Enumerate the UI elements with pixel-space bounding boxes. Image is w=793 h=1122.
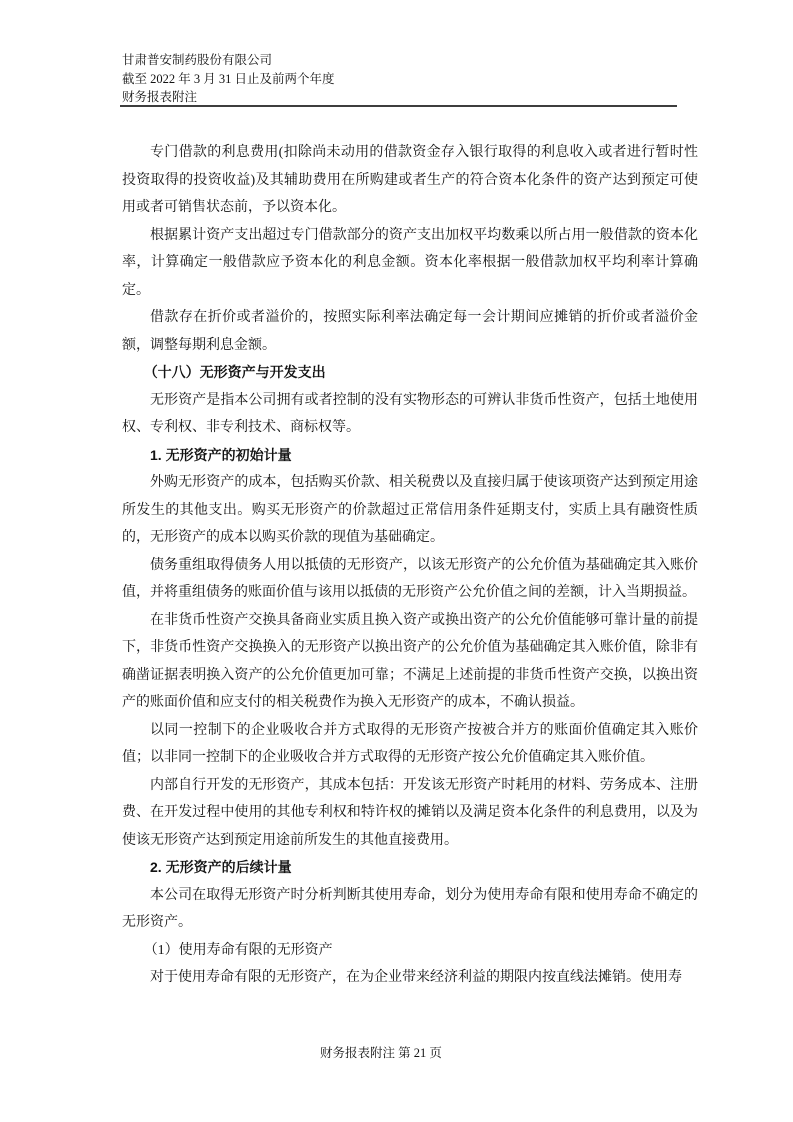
paragraph-useful-life-judgement: 本公司在取得无形资产时分析判断其使用寿命，划分为使用寿命有限和使用寿命不确定的无形资产。 (122, 887, 698, 930)
paragraph-straight-line-amortization: 对于使用寿命有限的无形资产，在为企业带来经济利益的期限内按直线法摊销。使用寿 (150, 970, 682, 985)
header-period-line: 截至 2022 年 3 月 31 日止及前两个年度 (122, 71, 335, 86)
page-footer (0, 1044, 762, 1062)
paragraph-nonmonetary-exchange: 在非货币性资产交换具备商业实质且换入资产或换出资产的公允价值能够可靠计量的前提下，非货币性资产交换换入的无形资产以换出资产的公允价值为基础确定其入账价值，除非有确凿证据表明换入资产的公允价值更加可靠；不满足上述前提的非货币性资产交换，以换出资产的账面价值和应支付的相关税费作为换入无形资产的成本，不确认损益。 (122, 612, 698, 710)
numbered-heading-1-initial-measurement: 1. 无形资产的初始计量 (150, 446, 292, 463)
numbered-heading-2-subsequent-measurement: 2. 无形资产的后续计量 (150, 859, 292, 875)
paragraph-debt-restructuring: 债务重组取得债务人用以抵债的无形资产，以该无形资产的公允价值为基础确定其入账价值，并将重组债务的账面价值与该用以抵债的无形资产公允价值之间的差额，计入当期损益。 (122, 557, 698, 600)
paragraph-general-borrowing: 根据累计资产支出超过专门借款部分的资产支出加权平均数乘以所占用一般借款的资本化率，计算确定一般借款应予资本化的利息金额。资本化率根据一般借款加权平均利率计算确定。 (122, 227, 698, 298)
section-heading-18-intangible-assets: （十八）无形资产与开发支出 (143, 364, 326, 380)
document-header (122, 51, 335, 107)
header-company-name: 甘肃普安制药股份有限公司 (122, 53, 273, 67)
paragraph-purchased-intangible-cost: 外购无形资产的成本，包括购买价款、相关税费以及直接归属于使该项资产达到预定用途所发生的其他支出。购买无形资产的价款超过正常信用条件延期支付，实质上具有融资性质的，无形资产的成本以购买价款的现值为基础确定。 (122, 475, 698, 545)
footer-page-label: 财务报表附注 第 21 页 (320, 1046, 442, 1060)
document-body (122, 139, 698, 992)
header-divider-rule (120, 105, 677, 107)
header-doc-title: 财务报表附注 (122, 90, 198, 104)
paragraph-merger-acquired: 以同一控制下的企业吸收合并方式取得的无形资产按被合并方的账面价值确定其入账价值；以非同一控制下的企业吸收合并方式取得的无形资产按公允价值确定其入账价值。 (122, 722, 698, 765)
paragraph-discount-premium: 借款存在折价或者溢价的，按照实际利率法确定每一会计期间应摊销的折价或者溢价金额，调整每期利息金额。 (122, 310, 698, 353)
paragraph-internal-development: 内部自行开发的无形资产，其成本包括：开发该无形资产时耗用的材料、劳务成本、注册费、在开发过程中使用的其他专利权和特许权的摊销以及满足资本化条件的利息费用，以及为使该无形资产达到预定用途前所发生的其他直接费用。 (122, 777, 698, 848)
paragraph-borrowing-interest: 专门借款的利息费用(扣除尚未动用的借款资金存入银行取得的利息收入或者进行暂时性投资取得的投资收益)及其辅助费用在所购建或者生产的符合资本化条件的资产达到预定可使用或者可销售状态前，予以资本化。 (122, 145, 698, 215)
sub-heading-1-finite-life: （1）使用寿命有限的无形资产 (143, 942, 333, 958)
paragraph-intangible-definition: 无形资产是指本公司拥有或者控制的没有实物形态的可辨认非货币性资产，包括土地使用权、专利权、非专利技术、商标权等。 (122, 392, 698, 435)
